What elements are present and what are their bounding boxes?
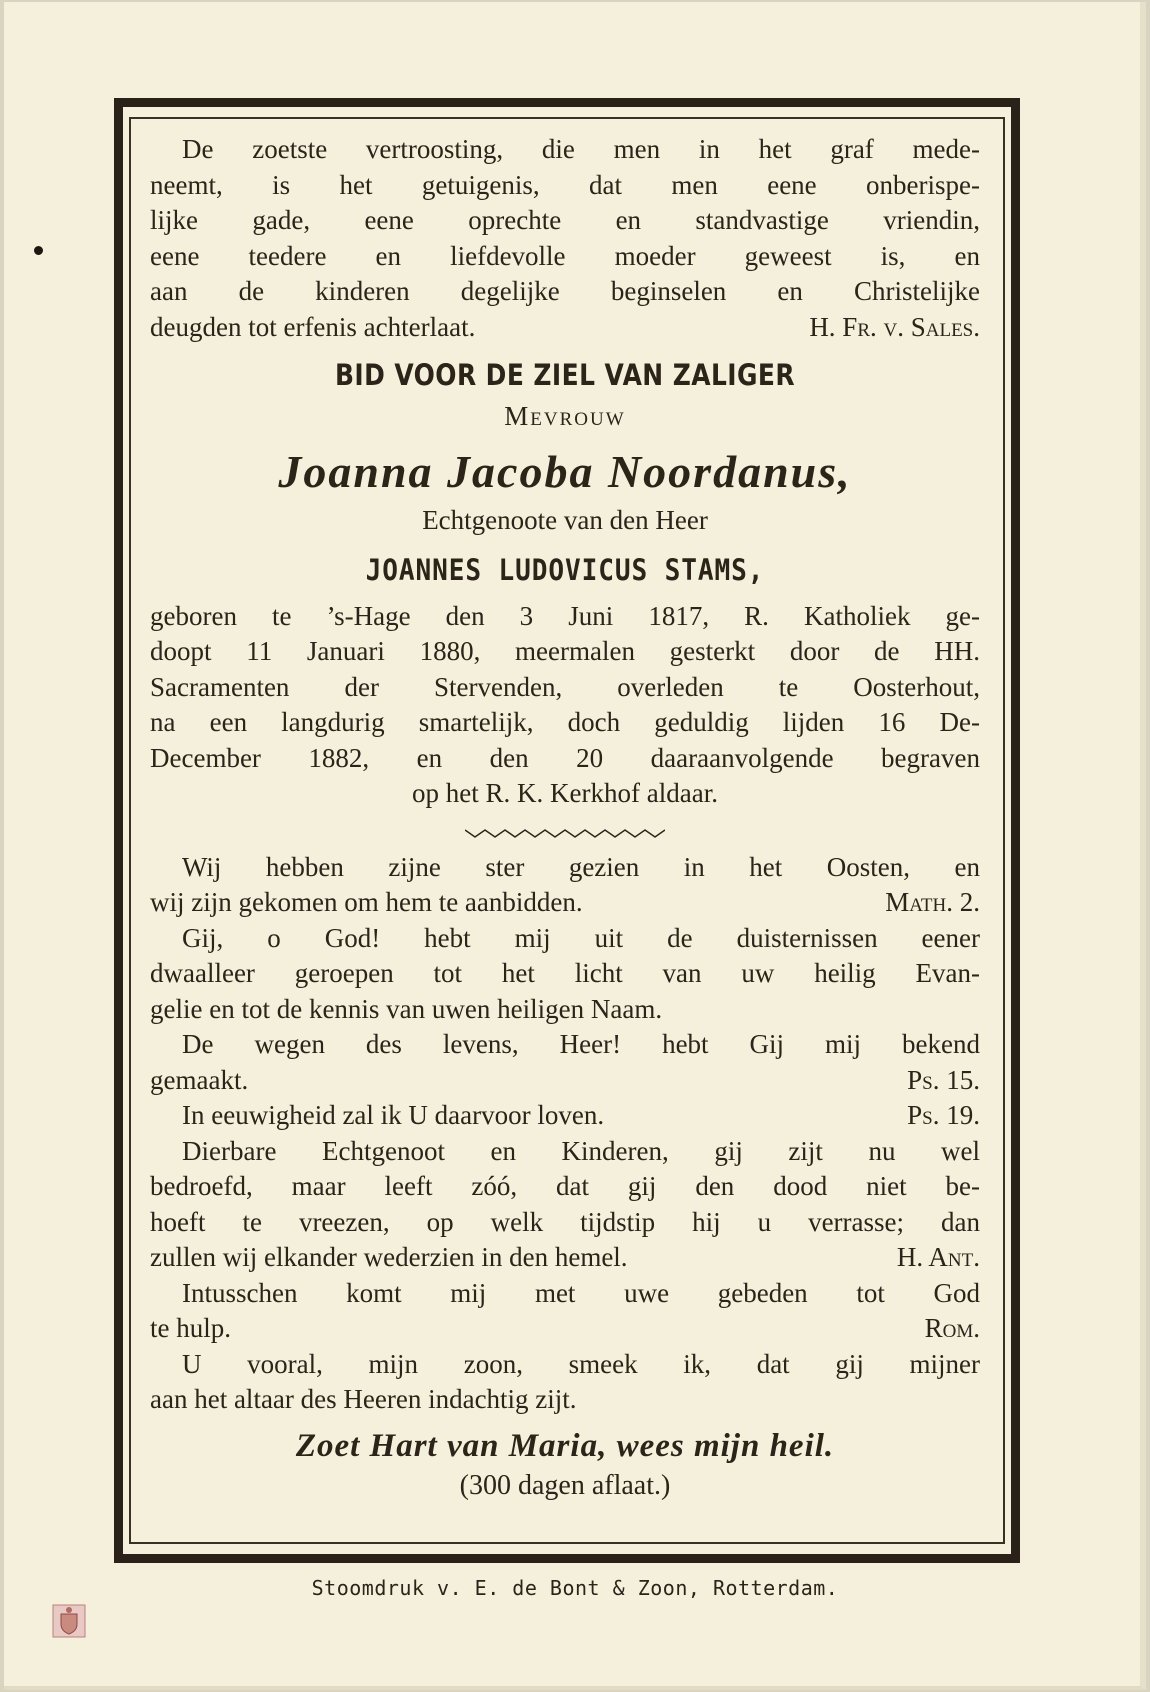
- closing-prayer: Zoet Hart van Maria, wees mijn heil.: [295, 1427, 835, 1464]
- verse-line: Wij hebben zijne ster gezien in het Oosten, en: [182, 851, 980, 882]
- verse-reference: Ps. 19.: [907, 1100, 980, 1130]
- bio-line: December 1882, en den 20 daaraanvolgende begraven: [150, 742, 980, 773]
- quote-line: lijke gade, eene oprechte en standvastige vriendin,: [150, 205, 980, 235]
- verse-line: Intusschen komt mij met uwe gebeden tot God: [182, 1277, 980, 1308]
- verse-line: dwaalleer geroepen tot het licht van uw heilig Evan-: [150, 958, 980, 988]
- verse-line: gelie en tot de kennis van uwen heiligen Naam.: [150, 993, 663, 1024]
- relation-line: Echtgenoote van den Heer: [422, 505, 708, 535]
- verse: [150, 850, 980, 921]
- verse-line: De wegen des levens, Heer! hebt Gij mij bekend: [182, 1029, 980, 1059]
- bio-line: na een langdurig smartelijk, doch geduldig lijden 16 De-: [150, 707, 980, 737]
- printer-imprint: Stoomdruk v. E. de Bont & Zoon, Rotterdam.: [311, 1576, 839, 1600]
- verse: [150, 921, 980, 1028]
- verse-line: Gij, o God! hebt mij uit de duisternissen eener: [182, 922, 980, 953]
- spouse-name: JOANNES LUDOVICUS STAMS,: [365, 552, 765, 587]
- title-mevrouw: Mevrouw: [504, 401, 626, 431]
- bio-line: Sacramenten der Stervenden, overleden te Oosterhout,: [150, 671, 980, 702]
- verse-last-row: [150, 1240, 980, 1276]
- quote-line: deugden tot erfenis achterlaat.: [150, 311, 476, 342]
- verse-line: te hulp.: [150, 1313, 231, 1343]
- bio-line: geboren te ’s-Hage den 3 Juni 1817, R. Katholiek ge-: [150, 600, 980, 631]
- card-text: [150, 132, 980, 1503]
- verse-last-row: [150, 1063, 980, 1099]
- verses: [150, 850, 980, 1418]
- verse: [150, 1347, 980, 1418]
- verse-line: wij zijn gekomen om hem te aanbidden.: [150, 887, 583, 917]
- opening-quote: [150, 132, 980, 345]
- verse: [150, 1276, 980, 1347]
- verse-line: In eeuwigheid zal ik U daarvoor loven.: [182, 1100, 605, 1130]
- verse-reference: Math. 2.: [885, 887, 980, 917]
- verse-line: U vooral, mijn zoon, smeek ik, dat gij mijner: [182, 1348, 980, 1379]
- indulgence-note: (300 dagen aflaat.): [459, 1469, 671, 1501]
- ink-dot: [34, 246, 43, 255]
- crest-stamp-icon: [50, 1602, 88, 1640]
- verse-line: gemaakt.: [150, 1064, 249, 1095]
- verse-reference: Ps. 15.: [907, 1064, 980, 1095]
- deceased-name: Joanna Jacoba Noordanus,: [278, 446, 852, 497]
- verse: [150, 1027, 980, 1098]
- quote-line: aan de kinderen degelijke beginselen en Christelijke: [150, 276, 980, 306]
- verse-line: zullen wij elkander wederzien in den hemel.: [150, 1242, 628, 1272]
- quote-line: De zoetste vertroosting, die men in het graf mede-: [182, 134, 980, 164]
- verse-reference: Rom.: [924, 1313, 980, 1343]
- bio-line: doopt 11 Januari 1880, meermalen gesterkt door de HH.: [150, 636, 980, 666]
- quote-attribution: H. Fr. v. Sales.: [809, 311, 980, 342]
- verse-last-row: [150, 885, 980, 921]
- quote-line: neemt, is het getuigenis, dat men eene onberispe-: [150, 169, 980, 200]
- verse: [150, 1134, 980, 1276]
- verse-line: hoeft te vreezen, op welk tijdstip hij u verrasse; dan: [150, 1206, 980, 1237]
- verse-last-row: [150, 1098, 980, 1134]
- verse-line: bedroefd, maar leeft zóó, dat gij den dood niet be-: [150, 1171, 980, 1201]
- bio-line: op het R. K. Kerkhof aldaar.: [412, 778, 718, 808]
- verse-last-row: [150, 992, 980, 1028]
- verse-last-row: [150, 1311, 980, 1347]
- verse-last-row: [150, 1382, 980, 1418]
- verse-line: aan het altaar des Heeren indachtig zijt.: [150, 1384, 577, 1414]
- quote-last-row: [150, 310, 980, 346]
- wave-ornament: [465, 826, 665, 840]
- biography: [150, 599, 980, 812]
- verse: [150, 1098, 980, 1134]
- verse-line: Dierbare Echtgenoot en Kinderen, gij zijt nu wel: [182, 1135, 980, 1166]
- verse-reference: H. Ant.: [896, 1242, 980, 1272]
- prayer-heading: BID VOOR DE ZIEL VAN ZALIGER: [334, 358, 795, 392]
- quote-line: eene teedere en liefdevolle moeder geweest is, en: [150, 240, 980, 271]
